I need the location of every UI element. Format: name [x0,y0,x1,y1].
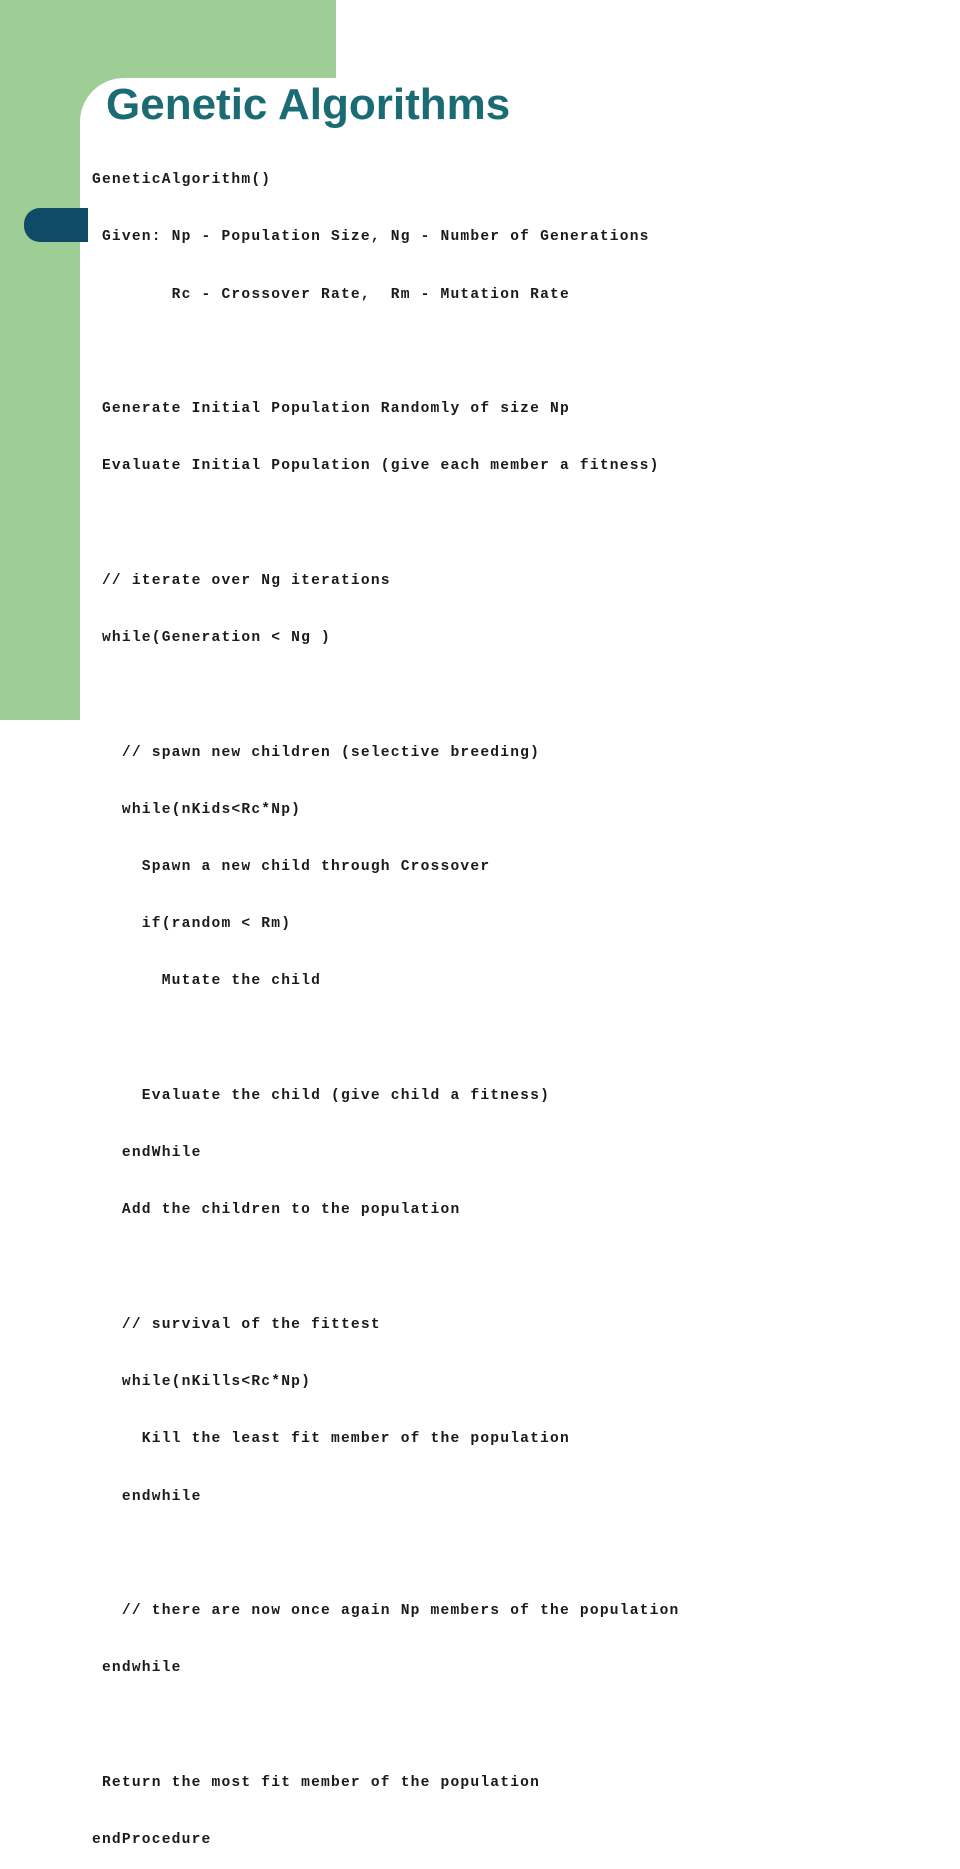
code-line [92,1259,952,1278]
code-line [92,515,952,534]
code-line [92,343,952,362]
code-line: endwhile [92,1660,182,1677]
code-line: // survival of the fittest [92,1316,381,1333]
code-line [92,1030,952,1049]
code-line: Add the children to the population [92,1202,461,1219]
code-line: endwhile [92,1488,202,1505]
code-line: endWhile [92,1145,202,1162]
code-line: // iterate over Ng iterations [92,572,391,589]
code-line: while(Generation < Ng ) [92,630,331,647]
code-line: Generate Initial Population Randomly of size Np [92,401,570,418]
code-line: while(nKids<Rc*Np) [92,801,302,818]
code-line: Rc - Crossover Rate, Rm - Mutation Rate [92,286,570,303]
code-line [92,1545,952,1564]
code-line [92,1716,952,1735]
code-line: while(nKills<Rc*Np) [92,1374,312,1391]
pseudocode-block [92,133,952,1848]
code-line: if(random < Rm) [92,916,292,933]
code-line: Kill the least fit member of the population [92,1431,570,1448]
code-line: // there are now once again Np members of the population [92,1603,680,1620]
code-line: GeneticAlgorithm() [92,172,272,189]
code-line: Given: Np - Population Size, Ng - Number of Generations [92,229,650,246]
code-line: Spawn a new child through Crossover [92,858,491,875]
code-line: Evaluate Initial Population (give each member a fitness) [92,458,660,475]
code-line: Return the most fit member of the population [92,1774,541,1791]
slide-left-margin [0,0,80,720]
code-line: // spawn new children (selective breeding) [92,744,541,761]
code-line: Mutate the child [92,973,322,990]
code-line: Evaluate the child (give child a fitness) [92,1087,551,1104]
code-line [92,686,952,705]
title-bullet-bar [24,208,88,242]
slide-title: Genetic Algorithms [106,80,511,129]
code-line: endProcedure [92,1831,212,1848]
